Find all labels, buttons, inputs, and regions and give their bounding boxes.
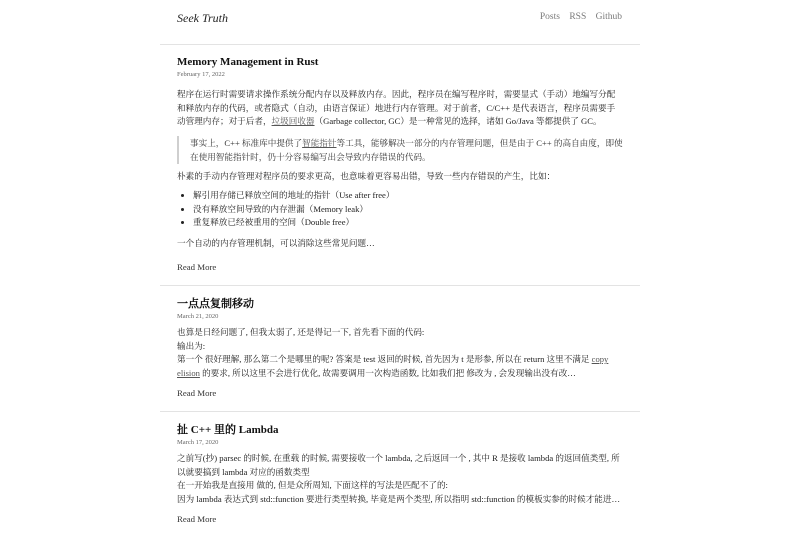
post-paragraph: 一个自动的内存管理机制，可以消除这些常见问题…: [177, 237, 375, 248]
paragraph-text: 第一个 很好理解, 那么第二个是哪里的呢? 答案是 test 返回的时候, 首先因为 t 是形参, 所以在 return 这里不满足: [177, 354, 592, 364]
post-date: March 17, 2020: [177, 439, 219, 446]
read-more-link[interactable]: Read More: [177, 388, 217, 398]
copy-elision-link[interactable]: copy elision: [177, 354, 609, 378]
paragraph-text: 程序在运行时需要请求操作系统分配内存以及释放内存。因此，程序员在编写程序时，需要显式（手动）地编写分配和释放内存的代码，或者隐式（自动，由语言保证）地进行内存管理。对于前者，C/C++ 是代表语言，程序员需要手动管理内存；对于后者，: [177, 89, 616, 126]
post-divider: [160, 285, 640, 286]
blockquote-text: 等工具，能够解决一部分的内存管理问题，但是由于 C++ 的高自由度，即使在使用智能指针时，仍十分容易编写出会导致内存错误的代码。: [190, 137, 623, 162]
post-date: March 21, 2020: [177, 313, 219, 320]
paragraph-text: （Garbage collector, GC）是一种常见的选择，诸如 Go/Java 等都提供了 GC。: [314, 116, 602, 126]
post-title[interactable]: 一点点复制移动: [177, 298, 254, 310]
post-paragraph: 之前写(抄) parsec 的时候, 在重载 的时候, 需要接收一个 lambda, 之后返回一个 , 其中 R 是接收 lambda 的返回值类型, 所以就要搞到 lambda 对应的函数类型: [177, 453, 620, 477]
smart-pointer-link[interactable]: 智能指针: [302, 137, 337, 148]
post-card: [177, 55, 623, 250]
nav-rss-link[interactable]: RSS: [569, 12, 587, 22]
list-item: • 没有释放空间导致的内存泄漏（Memory leak）: [193, 203, 623, 217]
post-date: February 17, 2022: [177, 71, 225, 78]
post-divider: [160, 411, 640, 412]
post-paragraph: 也算是日经问题了, 但我太弱了, 还是得记一下, 首先看下面的代码:: [177, 327, 425, 337]
blockquote-text: 事实上，C++ 标准库中提供了: [190, 137, 303, 148]
read-more-link[interactable]: Read More: [177, 262, 217, 272]
post-card: [177, 297, 623, 380]
post-paragraph: 输出为:: [177, 340, 206, 351]
memory-error-list: [177, 189, 623, 230]
site-header: [177, 11, 622, 31]
list-item: • 解引用存储已释放空间的地址的指针（Use after free）: [193, 189, 623, 203]
post-paragraph: 因为 lambda 表达式到 std::function 要进行类型转换, 毕竟是两个类型, 所以指明 std::function 的模板实参的时候才能进…: [177, 493, 621, 504]
list-item: • 重复释放已经被重用的空间（Double free）: [193, 216, 623, 230]
read-more-link[interactable]: Read More: [177, 514, 217, 524]
garbage-collector-link[interactable]: 垃圾回收器: [271, 116, 315, 126]
nav-github-link[interactable]: Github: [595, 12, 622, 22]
paragraph-text: 的要求, 所以这里不会进行优化, 故需要调用一次构造函数, 比如我们把 修改为 , 会发现输出没有改…: [199, 367, 576, 378]
nav-posts-link[interactable]: Posts: [539, 12, 560, 22]
post-paragraph: 在一开始我是直接用 做的, 但是众所周知, 下面这样的写法是匹配不了的:: [177, 480, 448, 490]
post-blockquote: [177, 136, 623, 164]
post-paragraph: [177, 353, 623, 380]
post-paragraph: [177, 88, 623, 129]
header-divider: [160, 44, 640, 45]
top-nav: [533, 12, 622, 22]
post-title[interactable]: 扯 C++ 里的 Lambda: [177, 424, 279, 436]
post-card: [177, 423, 623, 506]
post-paragraph: 朴素的手动内存管理对程序员的要求更高，也意味着更容易出错，导致一些内存错误的产生，比如：: [177, 170, 556, 181]
site-title-link[interactable]: Seek Truth: [177, 11, 228, 25]
post-title[interactable]: Memory Management in Rust: [177, 56, 319, 68]
